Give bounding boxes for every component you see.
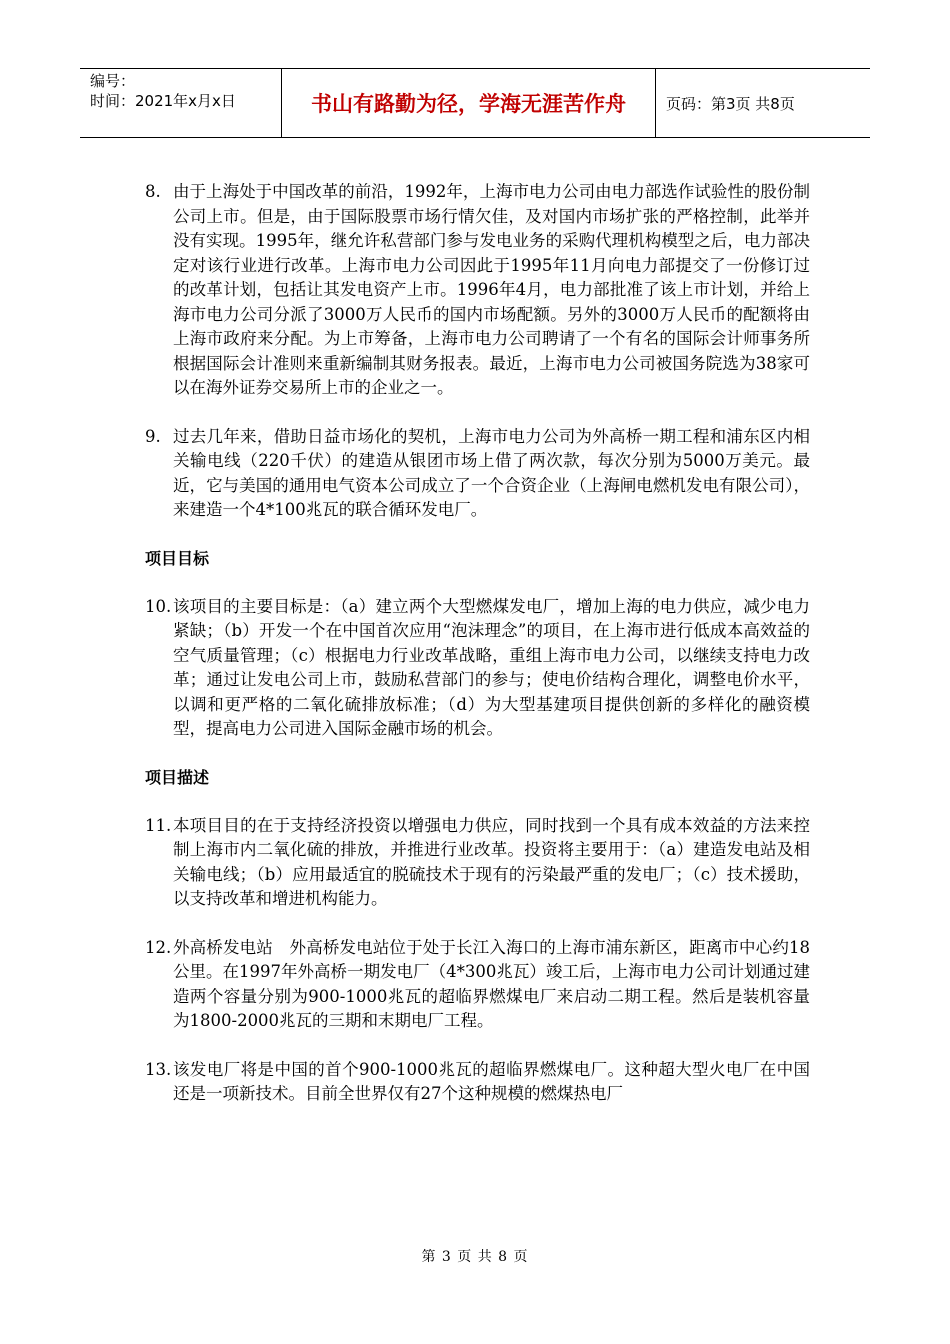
paragraph-number: 10. bbox=[145, 596, 172, 616]
paragraph-text: 该发电厂将是中国的首个900-1000兆瓦的超临界燃煤电厂。这种超大型火电厂在中国还是一项新技术。目前全世界仅有27个这种规模的燃煤热电厂 bbox=[173, 1059, 810, 1103]
page-footer: 第 3 页 共 8 页 bbox=[421, 1249, 529, 1265]
paragraph-text: 本项目目的在于支持经济投资以增强电力供应，同时找到一个具有成本效益的方法来控制上海市内二氧化硫的排放，并推进行业改革。投资将主要用于：（a）建造发电站及相关输电线；（b）应用最适宜的脱硫技术于现有的污染最严重的发电厂；（c）技术援助，以支持改革和增进机构能力。 bbox=[173, 815, 810, 908]
document-number-label: 编号： bbox=[90, 72, 136, 90]
paragraph-9 bbox=[145, 425, 810, 523]
paragraph-text: 过去几年来，借助日益市场化的契机，上海市电力公司为外高桥一期工程和浦东区内相关输电线（220千伏）的建造从银团市场上借了两次款，每次分别为5000万美元。最近，它与美国的通用电气资本公司成立了一个合资企业（上海闸电燃机发电有限公司），来建造一个4*100兆瓦的联合循环发电厂。 bbox=[173, 426, 810, 519]
document-body bbox=[145, 180, 810, 1131]
paragraph-number: 13. bbox=[145, 1059, 172, 1079]
paragraph-12 bbox=[145, 936, 810, 1034]
header-page-info: 页码：第3页 共8页 bbox=[666, 94, 795, 113]
paragraph-13 bbox=[145, 1058, 810, 1107]
heading-project-goals: 项目目标 bbox=[145, 548, 210, 568]
paragraph-number: 12. bbox=[145, 937, 172, 957]
document-date: 时间：2021年x月x日 bbox=[90, 92, 236, 110]
heading-project-description: 项目描述 bbox=[145, 767, 210, 787]
header-meta bbox=[80, 69, 282, 137]
paragraph-text: 外高桥发电站 外高桥发电站位于处于长江入海口的上海市浦东新区，距离市中心约18公里。在1997年外高桥一期发电厂（4*300兆瓦）竣工后，上海市电力公司计划通过建造两个容量分别为900-1000兆瓦的超临界燃煤电厂来启动二期工程。然后是装机容量为1800-2000兆瓦的三期和末期电厂工程。 bbox=[173, 937, 810, 1030]
paragraph-8 bbox=[145, 180, 810, 401]
paragraph-text: 该项目的主要目标是：（a）建立两个大型燃煤发电厂，增加上海的电力供应，减少电力紧缺；（b）开发一个在中国首次应用“泡沫理念”的项目，在上海市进行低成本高效益的空气质量管理；（c）根据电力行业改革战略，重组上海市电力公司，以继续支持电力改革；通过让发电公司上市，鼓励私营部门的参与；使电价结构合理化，调整电价水平，以调和更严格的二氧化硫排放标准；（d）为大型基建项目提供创新的多样化的融资模型，提高电力公司进入国际金融市场的机会。 bbox=[173, 596, 810, 738]
paragraph-number: 11. bbox=[145, 815, 172, 835]
paragraph-number: 8. bbox=[145, 182, 161, 201]
paragraph-10 bbox=[145, 595, 810, 742]
paragraph-number: 9. bbox=[145, 426, 161, 446]
header-motto: 书山有路勤为径，学海无涯苦作舟 bbox=[282, 69, 656, 137]
paragraph-text: 由于上海处于中国改革的前沿，1992年，上海市电力公司由电力部选作试验性的股份制公司上市。但是，由于国际股票市场行情欠佳，及对国内市场扩张的严格控制，此举并没有实现。1995年，继允许私营部门参与发电业务的采购代理机构模型之后，电力部决定对该行业进行改革。上海市电力公司因此于1995年11月向电力部提交了一份修订过的改革计划，包括让其发电资产上市。1996年4月，电力部批准了该上市计划，并给上海市电力公司分派了3000万人民币的国内市场配额。另外的3000万人民币的配额将由上海市政府来分配。为上市筹备，上海市电力公司聘请了一个有名的国际会计师事务所根据国际会计准则来重新编制其财务报表。最近，上海市电力公司被国务院选为38家可以在海外证券交易所上市的企业之一。 bbox=[173, 182, 810, 397]
paragraph-11 bbox=[145, 814, 810, 912]
page-header bbox=[80, 68, 870, 138]
